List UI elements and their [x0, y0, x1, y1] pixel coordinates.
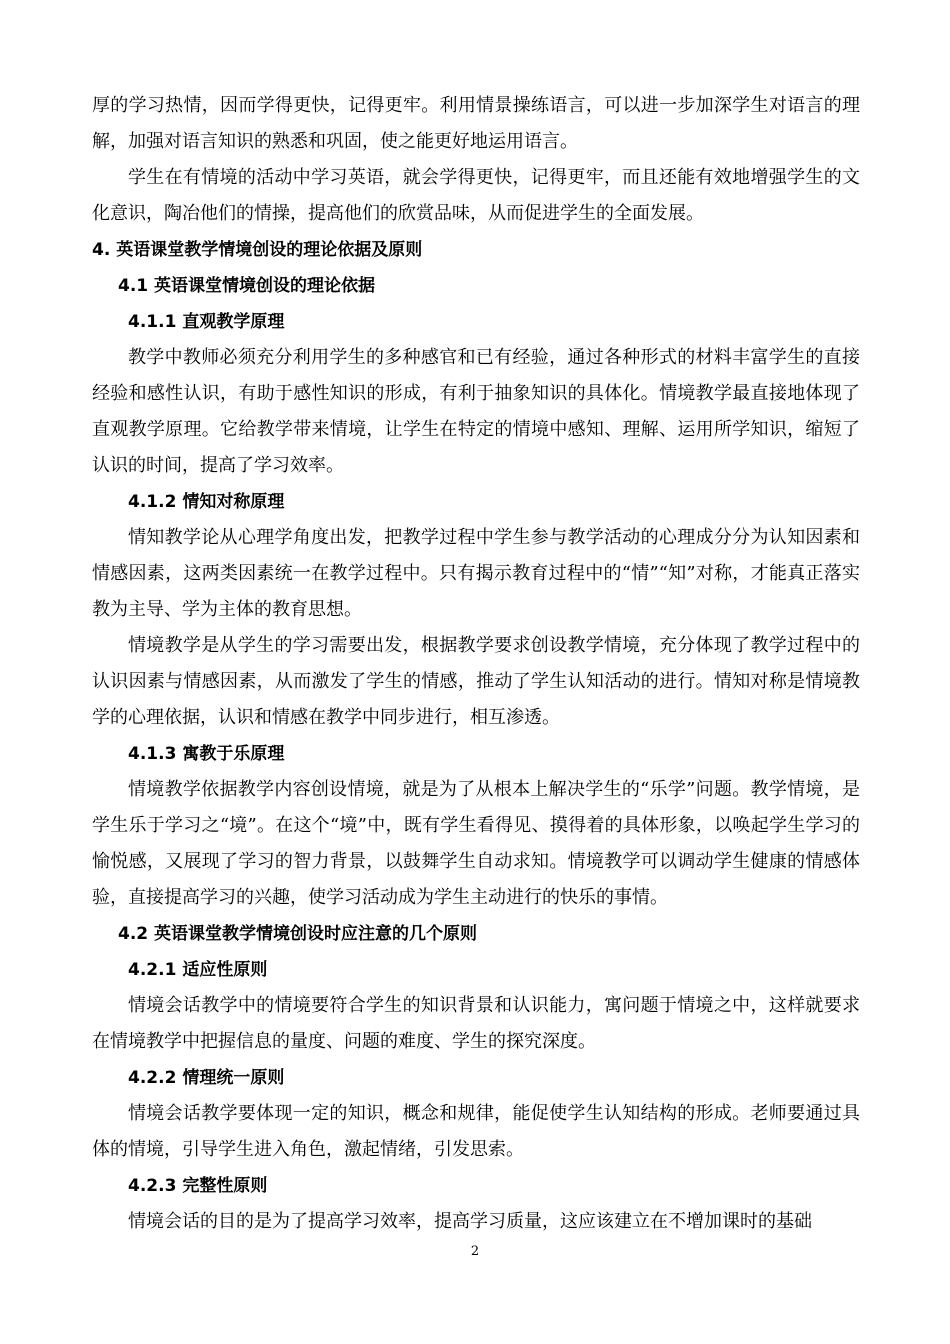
page-number: 2 — [470, 1244, 480, 1259]
document-page — [92, 88, 860, 1240]
subsubsection-heading: 4.1.3 寓教于乐原理 — [128, 744, 285, 764]
subsubsection-heading: 4.1.1 直观教学原理 — [128, 312, 285, 332]
paragraph: 情知教学论从心理学角度出发，把教学过程中学生参与教学活动的心理成分分为认知因素和情感因素，这两类因素统一在教学过程中。只有揭示教育过程中的“情”“知”对称，才能真正落实教为主导、学为主体的教育思想。 — [92, 527, 860, 620]
subsection-heading: 4.1 英语课堂情境创设的理论依据 — [118, 276, 376, 296]
section-heading: 4. 英语课堂教学情境创设的理论依据及原则 — [92, 240, 423, 260]
paragraph: 情境会话的目的是为了提高学习效率，提高学习质量，这应该建立在不增加课时的基础 — [128, 1211, 812, 1232]
subsubsection-heading: 4.2.3 完整性原则 — [128, 1176, 268, 1196]
subsubsection-heading: 4.2.2 情理统一原则 — [128, 1068, 285, 1088]
paragraph: 教学中教师必须充分利用学生的多种感官和已有经验，通过各种形式的材料丰富学生的直接经验和感性认识，有助于感性知识的形成，有利于抽象知识的具体化。情境教学最直接地体现了直观教学原理。它给教学带来情境，让学生在特定的情境中感知、理解、运用所学知识，缩短了认识的时间，提高了学习效率。 — [92, 347, 860, 476]
subsection-heading: 4.2 英语课堂教学情境创设时应注意的几个原则 — [118, 924, 478, 944]
subsubsection-heading: 4.2.1 适应性原则 — [128, 960, 268, 980]
paragraph: 情境会话教学中的情境要符合学生的知识背景和认识能力，寓问题于情境之中，这样就要求在情境教学中把握信息的量度、问题的难度、学生的探究深度。 — [92, 995, 860, 1052]
paragraph: 学生在有情境的活动中学习英语，就会学得更快，记得更牢，而且还能有效地增强学生的文化意识，陶冶他们的情操，提高他们的欣赏品味，从而促进学生的全面发展。 — [92, 167, 860, 224]
paragraph: 厚的学习热情，因而学得更快，记得更牢。利用情景操练语言，可以进一步加深学生对语言的理解，加强对语言知识的熟悉和巩固，使之能更好地运用语言。 — [92, 95, 860, 152]
subsubsection-heading: 4.1.2 情知对称原理 — [128, 492, 285, 512]
paragraph: 情境会话教学要体现一定的知识，概念和规律，能促使学生认知结构的形成。老师要通过具体的情境，引导学生进入角色，激起情绪，引发思索。 — [92, 1103, 860, 1160]
paragraph: 情境教学依据教学内容创设情境，就是为了从根本上解决学生的“乐学”问题。教学情境，是学生乐于学习之“境”。在这个“境”中，既有学生看得见、摸得着的具体形象，以唤起学生学习的愉悦感，又展现了学习的智力背景，以鼓舞学生自动求知。情境教学可以调动学生健康的情感体验，直接提高学习的兴趣，使学习活动成为学生主动进行的快乐的事情。 — [92, 779, 860, 908]
paragraph: 情境教学是从学生的学习需要出发，根据教学要求创设教学情境，充分体现了教学过程中的认识因素与情感因素，从而激发了学生的情感，推动了学生认知活动的进行。情知对称是情境教学的心理依据，认识和情感在教学中同步进行，相互渗透。 — [92, 635, 860, 728]
